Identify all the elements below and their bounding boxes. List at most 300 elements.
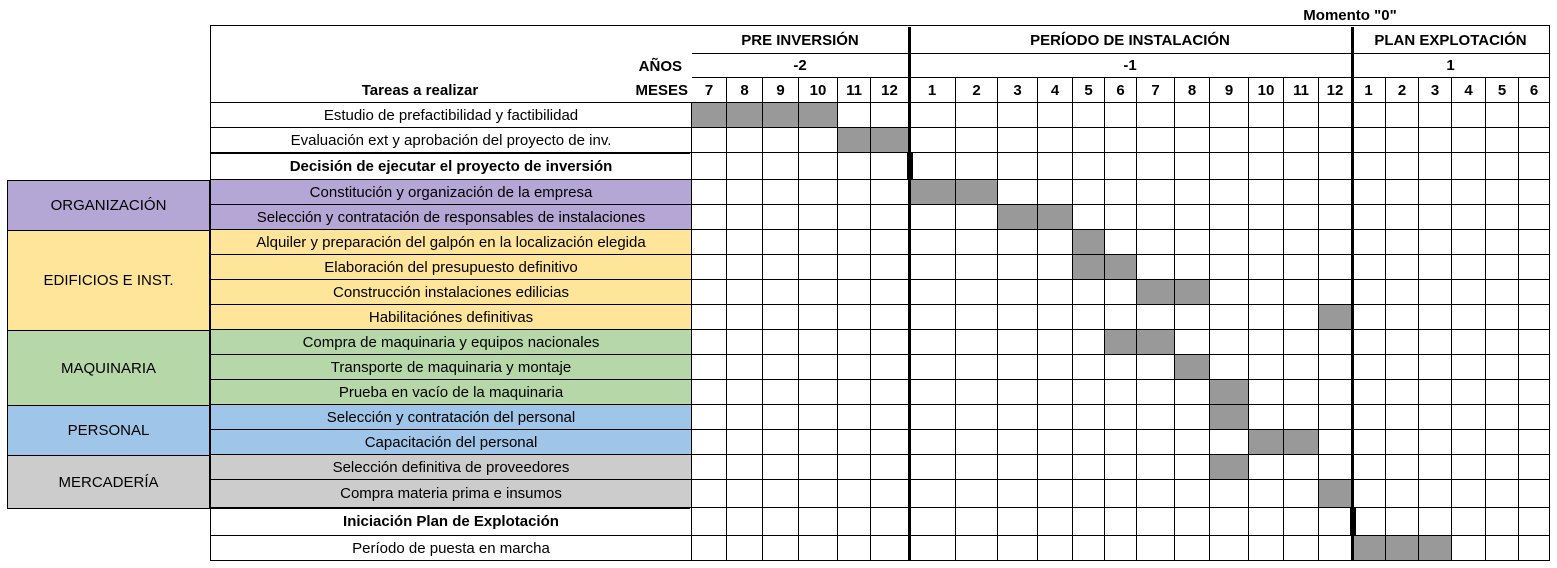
grid-cell <box>1038 455 1073 480</box>
grid-cell <box>1284 103 1319 128</box>
grid-cell <box>956 280 998 305</box>
grid-cell <box>909 230 956 255</box>
phase-header: PRE INVERSIÓN <box>692 27 909 54</box>
grid-cell <box>692 305 727 330</box>
grid-cell <box>1486 508 1519 536</box>
grid-cell <box>1319 330 1352 355</box>
grid-cell <box>799 230 838 255</box>
phase-header: PERÍODO DE INSTALACIÓN <box>909 27 1352 54</box>
grid-cell <box>998 128 1038 153</box>
grid-cell <box>1386 405 1419 430</box>
grid-cell <box>956 480 998 508</box>
grid-cell <box>1386 380 1419 405</box>
grid-cell <box>1175 455 1210 480</box>
gantt-bar <box>1386 536 1419 561</box>
grid-cell <box>727 180 763 205</box>
grid-cell <box>1210 330 1249 355</box>
grid-cell <box>1386 330 1419 355</box>
grid-cell <box>799 405 838 430</box>
grid-cell <box>871 205 909 230</box>
grid-cell <box>1452 230 1486 255</box>
grid-cell <box>909 355 956 380</box>
grid-cell <box>1210 230 1249 255</box>
grid-cell <box>1386 103 1419 128</box>
grid-cell <box>838 230 871 255</box>
grid-cell <box>1386 280 1419 305</box>
grid-cell <box>1386 455 1419 480</box>
grid-cell <box>1419 280 1452 305</box>
grid-cell <box>1249 230 1284 255</box>
category-edificios-e-inst: EDIFICIOS E INST. <box>7 230 210 331</box>
month-header: 2 <box>956 78 998 103</box>
month-header: 3 <box>1419 78 1452 103</box>
grid-cell <box>1038 508 1073 536</box>
grid-cell <box>1284 180 1319 205</box>
grid-cell <box>909 103 956 128</box>
grid-cell <box>909 330 956 355</box>
grid-cell <box>838 508 871 536</box>
grid-cell <box>1249 536 1284 561</box>
grid-cell <box>1137 153 1175 180</box>
grid-cell <box>956 305 998 330</box>
grid-cell <box>1210 508 1249 536</box>
grid-cell <box>1519 536 1550 561</box>
grid-cell <box>909 508 956 536</box>
grid-cell <box>1210 153 1249 180</box>
grid-cell <box>1284 380 1319 405</box>
grid-cell <box>1284 480 1319 508</box>
grid-cell <box>1105 305 1137 330</box>
grid-cell <box>1105 280 1137 305</box>
grid-cell <box>1352 455 1386 480</box>
grid-cell <box>1249 380 1284 405</box>
grid-cell <box>871 355 909 380</box>
grid-cell <box>1105 355 1137 380</box>
grid-cell <box>1105 128 1137 153</box>
grid-cell <box>727 480 763 508</box>
grid-cell <box>1419 355 1452 380</box>
grid-cell <box>1038 280 1073 305</box>
grid-cell <box>1175 508 1210 536</box>
grid-cell <box>692 508 727 536</box>
grid-cell <box>1210 128 1249 153</box>
grid-cell <box>998 103 1038 128</box>
grid-cell <box>763 255 799 280</box>
grid-cell <box>909 480 956 508</box>
grid-cell <box>1284 230 1319 255</box>
grid-cell <box>998 330 1038 355</box>
grid-cell <box>1038 305 1073 330</box>
grid-cell <box>1175 330 1210 355</box>
grid-cell <box>1175 180 1210 205</box>
grid-cell <box>1452 255 1486 280</box>
grid-cell <box>1419 330 1452 355</box>
grid-cell <box>1284 455 1319 480</box>
grid-cell <box>1137 205 1175 230</box>
grid-cell <box>1386 355 1419 380</box>
grid-cell <box>1210 280 1249 305</box>
task-label: Selección y contratación de responsables de instalaciones <box>210 205 692 230</box>
grid-cell <box>1073 355 1105 380</box>
grid-cell <box>1386 255 1419 280</box>
grid-cell <box>692 380 727 405</box>
month-header: 1 <box>1352 78 1386 103</box>
grid-cell <box>1073 455 1105 480</box>
grid-cell <box>1210 305 1249 330</box>
grid-cell <box>763 330 799 355</box>
gantt-bar <box>1284 430 1319 455</box>
grid-cell <box>1284 405 1319 430</box>
grid-cell <box>998 305 1038 330</box>
grid-cell <box>1386 153 1419 180</box>
grid-cell <box>998 280 1038 305</box>
gantt-bar <box>1137 330 1175 355</box>
grid-cell <box>1319 230 1352 255</box>
grid-cell <box>799 355 838 380</box>
grid-cell <box>1038 405 1073 430</box>
gantt-bar <box>1105 255 1137 280</box>
grid-cell <box>1105 180 1137 205</box>
grid-cell <box>1319 455 1352 480</box>
grid-cell <box>1519 305 1550 330</box>
grid-cell <box>998 180 1038 205</box>
grid-cell <box>1519 128 1550 153</box>
grid-cell <box>1519 280 1550 305</box>
grid-cell <box>763 128 799 153</box>
gantt-bar <box>1175 280 1210 305</box>
year-header: -1 <box>909 54 1352 78</box>
grid-cell <box>998 380 1038 405</box>
task-label: Período de puesta en marcha <box>210 536 692 561</box>
grid-cell <box>1175 205 1210 230</box>
task-label: Constitución y organización de la empresa <box>210 180 692 205</box>
grid-cell <box>956 330 998 355</box>
gantt-bar <box>1249 430 1284 455</box>
grid-cell <box>1038 536 1073 561</box>
grid-cell <box>799 455 838 480</box>
grid-cell <box>1137 380 1175 405</box>
grid-cell <box>1038 180 1073 205</box>
grid-cell <box>692 205 727 230</box>
grid-cell <box>1452 455 1486 480</box>
grid-cell <box>909 205 956 230</box>
grid-cell <box>763 430 799 455</box>
month-header: 9 <box>763 78 799 103</box>
grid-cell <box>871 430 909 455</box>
grid-cell <box>1210 255 1249 280</box>
grid-cell <box>1249 153 1284 180</box>
months-label: MESES <box>635 82 688 99</box>
grid-cell <box>1284 508 1319 536</box>
grid-cell <box>956 508 998 536</box>
grid-cell <box>1352 480 1386 508</box>
grid-cell <box>838 255 871 280</box>
gantt-bar <box>838 128 871 153</box>
grid-cell <box>799 255 838 280</box>
grid-cell <box>727 255 763 280</box>
grid-cell <box>727 330 763 355</box>
grid-cell <box>692 280 727 305</box>
grid-cell <box>1419 255 1452 280</box>
grid-cell <box>1105 405 1137 430</box>
grid-cell <box>838 355 871 380</box>
grid-cell <box>1284 330 1319 355</box>
year-header: -2 <box>692 54 909 78</box>
grid-cell <box>1452 405 1486 430</box>
grid-cell <box>1137 480 1175 508</box>
grid-cell <box>956 128 998 153</box>
grid-cell <box>1486 180 1519 205</box>
category-organizaci-n: ORGANIZACIÓN <box>7 180 210 231</box>
gantt-bar <box>1210 380 1249 405</box>
grid-cell <box>998 355 1038 380</box>
grid-cell <box>1137 128 1175 153</box>
grid-cell <box>1038 230 1073 255</box>
grid-cell <box>1210 103 1249 128</box>
grid-cell <box>1210 536 1249 561</box>
grid-cell <box>1452 205 1486 230</box>
grid-cell <box>1175 430 1210 455</box>
grid-cell <box>1519 380 1550 405</box>
grid-cell <box>1137 255 1175 280</box>
grid-cell <box>1038 153 1073 180</box>
grid-cell <box>1352 128 1386 153</box>
month-header: 11 <box>838 78 871 103</box>
month-header: 9 <box>1210 78 1249 103</box>
grid-cell <box>1352 305 1386 330</box>
grid-cell <box>1038 330 1073 355</box>
grid-cell <box>1486 153 1519 180</box>
grid-cell <box>1105 480 1137 508</box>
grid-cell <box>1486 455 1519 480</box>
grid-cell <box>1073 405 1105 430</box>
task-label: Compra de maquinaria y equipos nacionales <box>210 330 692 355</box>
gantt-bar <box>1073 230 1105 255</box>
grid-cell <box>909 153 956 180</box>
grid-cell <box>1284 355 1319 380</box>
grid-cell <box>1386 508 1419 536</box>
grid-cell <box>838 536 871 561</box>
grid-cell <box>871 180 909 205</box>
grid-cell <box>1137 230 1175 255</box>
grid-cell <box>1519 508 1550 536</box>
grid-cell <box>799 330 838 355</box>
grid-cell <box>909 380 956 405</box>
grid-cell <box>1073 330 1105 355</box>
gantt-bar <box>727 103 763 128</box>
grid-cell <box>1486 405 1519 430</box>
grid-cell <box>1486 330 1519 355</box>
grid-cell <box>1519 355 1550 380</box>
grid-cell <box>956 405 998 430</box>
grid-cell <box>909 255 956 280</box>
grid-cell <box>763 180 799 205</box>
grid-cell <box>1519 405 1550 430</box>
grid-cell <box>692 128 727 153</box>
grid-cell <box>1386 128 1419 153</box>
grid-cell <box>1284 280 1319 305</box>
grid-cell <box>956 355 998 380</box>
grid-cell <box>1486 536 1519 561</box>
grid-cell <box>909 280 956 305</box>
grid-cell <box>1210 480 1249 508</box>
grid-cell <box>1352 430 1386 455</box>
gantt-bar <box>1210 405 1249 430</box>
grid-cell <box>727 405 763 430</box>
grid-cell <box>871 230 909 255</box>
grid-cell <box>1419 180 1452 205</box>
grid-cell <box>909 305 956 330</box>
grid-cell <box>1319 430 1352 455</box>
grid-cell <box>1284 305 1319 330</box>
grid-cell <box>1352 180 1386 205</box>
task-label: Compra materia prima e insumos <box>210 480 692 508</box>
year-header: 1 <box>1352 54 1550 78</box>
grid-cell <box>1319 128 1352 153</box>
grid-cell <box>799 280 838 305</box>
grid-cell <box>1386 305 1419 330</box>
month-header: 10 <box>1249 78 1284 103</box>
grid-cell <box>1284 205 1319 230</box>
grid-cell <box>1073 508 1105 536</box>
grid-cell <box>692 405 727 430</box>
grid-cell <box>727 455 763 480</box>
grid-cell <box>1352 355 1386 380</box>
grid-cell <box>1175 305 1210 330</box>
grid-cell <box>727 508 763 536</box>
gantt-bar <box>956 180 998 205</box>
month-header: 6 <box>1105 78 1137 103</box>
grid-cell <box>1352 205 1386 230</box>
grid-cell <box>799 205 838 230</box>
grid-cell <box>1073 153 1105 180</box>
grid-cell <box>1137 455 1175 480</box>
grid-cell <box>763 355 799 380</box>
gantt-bar <box>763 103 799 128</box>
grid-cell <box>838 480 871 508</box>
grid-cell <box>1175 380 1210 405</box>
grid-cell <box>692 180 727 205</box>
task-label: Estudio de prefactibilidad y factibilidad <box>210 103 692 128</box>
grid-cell <box>799 536 838 561</box>
grid-cell <box>727 205 763 230</box>
grid-cell <box>1386 480 1419 508</box>
grid-cell <box>1419 103 1452 128</box>
grid-cell <box>1452 128 1486 153</box>
grid-cell <box>1452 430 1486 455</box>
grid-cell <box>1284 536 1319 561</box>
gantt-bar <box>1137 280 1175 305</box>
grid-cell <box>998 153 1038 180</box>
grid-cell <box>1249 305 1284 330</box>
grid-cell <box>1519 180 1550 205</box>
grid-cell <box>1352 280 1386 305</box>
grid-cell <box>727 536 763 561</box>
gantt-bar <box>1175 355 1210 380</box>
grid-cell <box>1452 280 1486 305</box>
grid-cell <box>956 153 998 180</box>
grid-cell <box>1419 455 1452 480</box>
grid-cell <box>838 103 871 128</box>
grid-cell <box>763 205 799 230</box>
grid-cell <box>763 480 799 508</box>
grid-cell <box>1452 355 1486 380</box>
grid-cell <box>871 330 909 355</box>
month-header: 8 <box>727 78 763 103</box>
grid-cell <box>1519 230 1550 255</box>
grid-cell <box>1352 330 1386 355</box>
phase-separator <box>1351 27 1354 561</box>
tasks-header: Tareas a realizar <box>361 82 479 99</box>
grid-cell <box>1319 380 1352 405</box>
grid-cell <box>1386 230 1419 255</box>
grid-cell <box>1352 255 1386 280</box>
grid-cell <box>799 508 838 536</box>
grid-cell <box>1137 180 1175 205</box>
grid-cell <box>692 536 727 561</box>
grid-cell <box>1519 430 1550 455</box>
grid-cell <box>727 128 763 153</box>
gantt-bar <box>1073 255 1105 280</box>
grid-cell <box>692 355 727 380</box>
task-label: Capacitación del personal <box>210 430 692 455</box>
grid-cell <box>1249 480 1284 508</box>
month-header: 2 <box>1386 78 1419 103</box>
grid-cell <box>1519 330 1550 355</box>
month-header: 6 <box>1519 78 1550 103</box>
grid-cell <box>909 128 956 153</box>
grid-cell <box>1175 536 1210 561</box>
grid-cell <box>956 430 998 455</box>
grid-cell <box>1319 103 1352 128</box>
grid-cell <box>1386 430 1419 455</box>
grid-cell <box>1486 305 1519 330</box>
grid-cell <box>838 205 871 230</box>
grid-cell <box>838 180 871 205</box>
grid-cell <box>727 430 763 455</box>
grid-cell <box>1284 153 1319 180</box>
grid-cell <box>1452 103 1486 128</box>
grid-cell <box>1137 508 1175 536</box>
task-label: Evaluación ext y aprobación del proyecto de inv. <box>210 128 692 153</box>
gantt-bar <box>692 103 727 128</box>
grid-cell <box>1352 405 1386 430</box>
grid-cell <box>727 280 763 305</box>
grid-cell <box>838 455 871 480</box>
grid-cell <box>1319 536 1352 561</box>
grid-cell <box>1419 205 1452 230</box>
gantt-bar <box>1419 536 1452 561</box>
task-label: Selección definitiva de proveedores <box>210 455 692 480</box>
grid-cell <box>692 255 727 280</box>
grid-cell <box>1319 508 1352 536</box>
grid-cell <box>1073 128 1105 153</box>
grid-cell <box>1452 380 1486 405</box>
grid-cell <box>998 255 1038 280</box>
grid-cell <box>956 455 998 480</box>
grid-cell <box>1210 355 1249 380</box>
grid-cell <box>1486 103 1519 128</box>
gantt-bar <box>871 128 909 153</box>
grid-cell <box>871 380 909 405</box>
grid-cell <box>909 536 956 561</box>
grid-cell <box>1419 480 1452 508</box>
grid-cell <box>871 255 909 280</box>
grid-cell <box>1319 153 1352 180</box>
grid-cell <box>1249 280 1284 305</box>
grid-cell <box>1249 405 1284 430</box>
grid-cell <box>1452 153 1486 180</box>
